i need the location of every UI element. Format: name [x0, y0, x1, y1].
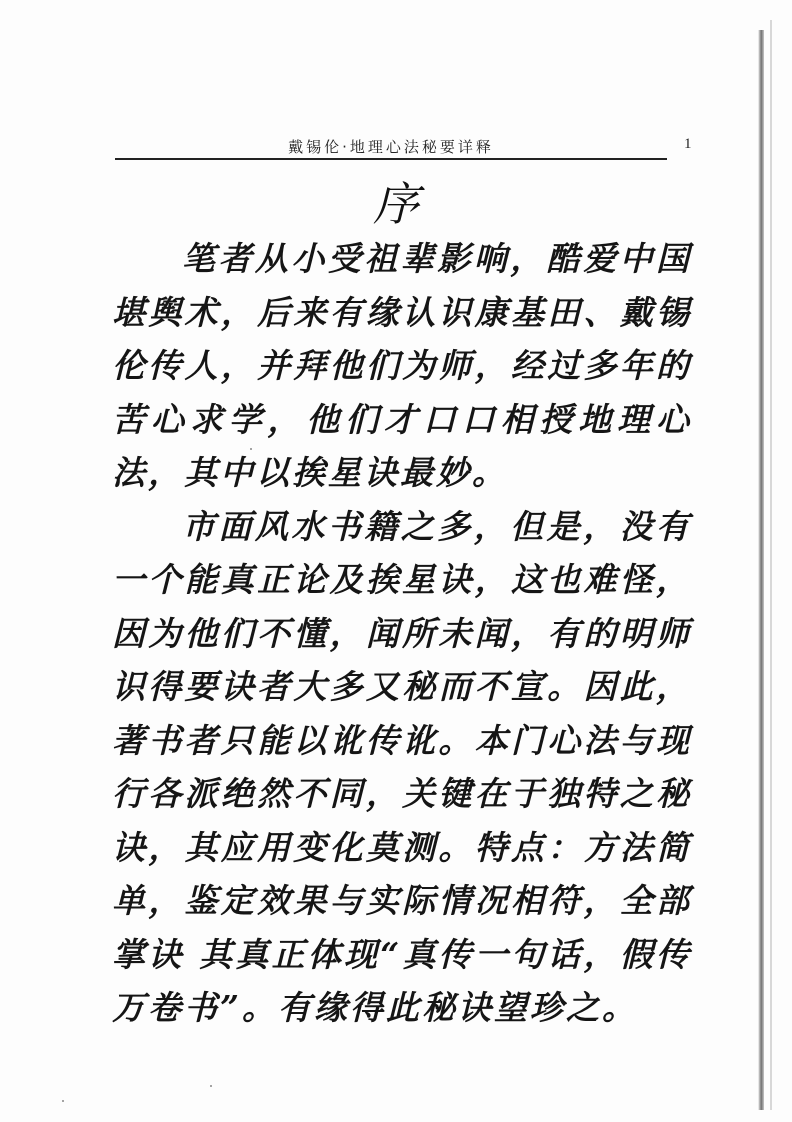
section-title: 序	[373, 177, 419, 231]
page-number: 1	[684, 136, 692, 152]
scan-speck	[62, 1100, 64, 1102]
body-text	[112, 232, 692, 1035]
scan-speck	[250, 448, 252, 450]
scan-speck	[210, 1085, 212, 1087]
running-title: 戴锡伦·地理心法秘要详释	[288, 138, 494, 156]
paragraph: 市面风水书籍之多，但是，没有一个能真正论及挨星诀，这也难怪，因为他们不懂，闻所未闻，有的明师识得要诀者大多又秘而不宣。因此，著书者只能以讹传讹。本门心法与现行各派绝然不同，关键在于独特之秘诀，其应用变化莫测。特点：方法简单，鉴定效果与实际情况相符，全部掌诀 其真正体现“真传一句话，假传万卷书”。有缘得此秘诀望珍之。	[112, 506, 692, 1027]
running-header	[115, 134, 667, 160]
paragraph: 笔者从小受祖辈影响，酷爱中国堪舆术，后来有缘认识康基田、戴锡伦传人，并拜他们为师，经过多年的苦心求学，他们才口口相授地理心法，其中以挨星诀最妙。	[112, 239, 692, 492]
